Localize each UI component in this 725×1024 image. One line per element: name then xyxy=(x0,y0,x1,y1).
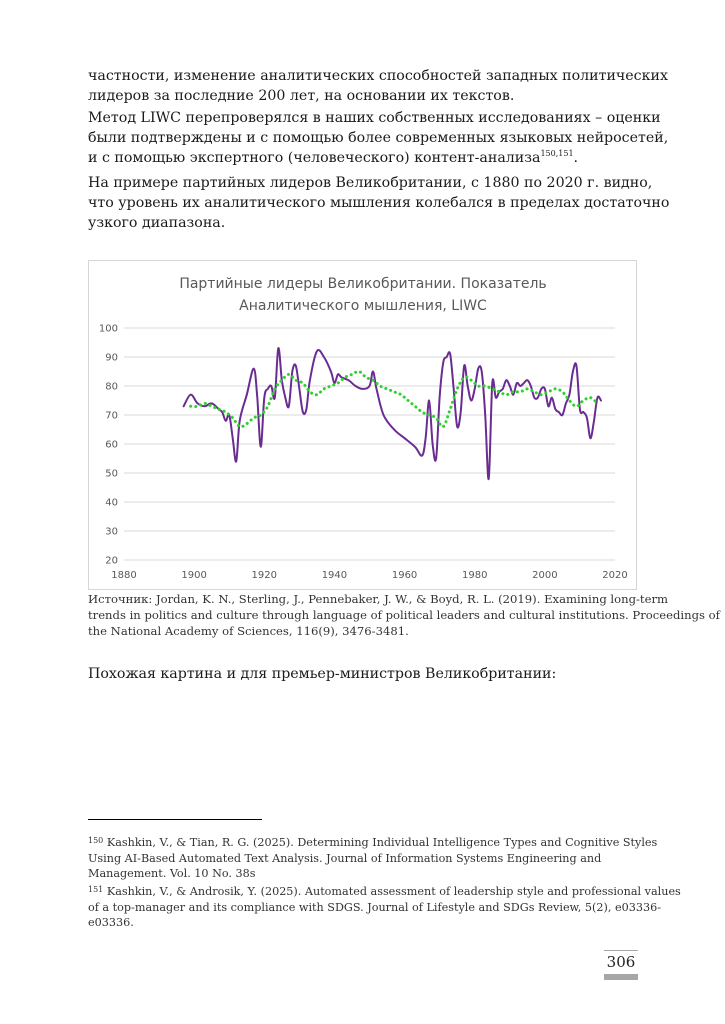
footnote-150 xyxy=(88,833,658,882)
pm-paragraph xyxy=(88,664,637,684)
footnote-line: of a top-manager and its compliance with SDGS. Journal of Lifestyle and SDGs Review, 5(2), e03336- xyxy=(88,900,661,914)
footnote-151 xyxy=(88,882,681,931)
intro-paragraph xyxy=(88,66,668,106)
y-tick-label: 30 xyxy=(105,526,118,538)
source-line: the National Academy of Sciences, 116(9), 3476-3481. xyxy=(88,624,409,638)
x-tick-label: 1960 xyxy=(391,570,418,581)
y-tick-label: 90 xyxy=(105,352,118,364)
x-axis-ticks xyxy=(111,570,627,581)
uk-line: На примере партийных лидеров Великобритании, с 1880 по 2020 г. видно, xyxy=(88,175,653,191)
footnote-separator xyxy=(88,819,262,820)
footnote-number: 151 xyxy=(88,885,104,894)
intro-line: частности, изменение аналитических способностей западных политических xyxy=(88,68,668,84)
x-tick-label: 1880 xyxy=(111,570,137,581)
footnote-line xyxy=(88,833,658,851)
uk-line: что уровень их аналитического мышления колебался в пределах достаточно xyxy=(88,195,670,211)
x-tick-label: 2000 xyxy=(532,570,558,581)
liwc-line: Метод LIWC перепроверялся в наших собственных исследованиях – оценки xyxy=(88,110,661,126)
page-number: 306 xyxy=(606,953,636,971)
x-tick-label: 1900 xyxy=(181,570,207,581)
x-tick-label: 1980 xyxy=(461,570,488,581)
liwc-line-last xyxy=(88,148,637,168)
footnote-number: 150 xyxy=(88,836,104,845)
y-tick-label: 60 xyxy=(105,439,118,451)
footnote-line: Management. Vol. 10 No. 38s xyxy=(88,867,256,880)
x-tick-label: 1920 xyxy=(251,570,278,581)
chart-source xyxy=(88,591,720,639)
chart-title-line-1: Партийные лидеры Великобритании. Показатель xyxy=(179,276,547,292)
footnote-line: Using AI-Based Automated Text Analysis. Journal of Information Systems Engineering and xyxy=(88,851,602,865)
chart-container xyxy=(88,260,637,590)
liwc-paragraph xyxy=(88,108,669,168)
page-number-bar xyxy=(604,974,638,980)
intro-line: лидеров за последние 200 лет, на основании их текстов. xyxy=(88,88,515,104)
x-tick-label: 1940 xyxy=(321,570,348,581)
source-line: trends in politics and culture through language of political leaders and cultural institutions. Proceedings of xyxy=(88,608,720,622)
y-axis-ticks xyxy=(99,324,118,567)
pm-line: Похожая картина и для премьер-министров Великобритании: xyxy=(88,666,557,682)
y-tick-label: 20 xyxy=(105,555,118,567)
line-chart xyxy=(89,261,638,591)
footnote-line: e03336. xyxy=(88,916,134,929)
series-line-leaders xyxy=(184,348,601,479)
liwc-line-text: и с помощью экспертного (человеческого) контент-анализа xyxy=(88,150,541,166)
liwc-line-end: . xyxy=(573,150,579,166)
y-tick-label: 100 xyxy=(98,323,118,335)
source-line: Источник: Jordan, K. N., Sterling, J., Pennebaker, J. W., & Boyd, R. L. (2019). Examining long-term xyxy=(88,592,668,606)
footnote-text: Kashkin, V., & Tian, R. G. (2025). Determining Individual Intelligence Types and Cognitive Styles xyxy=(106,836,658,849)
chart-title-line-2: Аналитического мышления, LIWC xyxy=(239,298,487,314)
y-tick-label: 80 xyxy=(105,381,118,393)
footnote-text: Kashkin, V., & Androsik, Y. (2025). Automated assessment of leadership style and professional values xyxy=(106,885,681,898)
y-tick-label: 40 xyxy=(105,497,118,509)
liwc-line: были подтверждены и с помощью более современных языковых нейросетей, xyxy=(88,130,669,146)
footnote-ref[interactable]: 150,151 xyxy=(540,149,574,158)
x-tick-label: 2020 xyxy=(602,570,628,581)
grid-lines xyxy=(124,328,615,560)
y-tick-label: 50 xyxy=(105,468,118,480)
series-layer xyxy=(184,348,601,479)
footnote-line xyxy=(88,882,681,900)
uk-line: узкого диапазона. xyxy=(88,215,226,231)
uk-paragraph xyxy=(88,173,670,233)
page-number-rule xyxy=(604,950,638,951)
y-tick-label: 70 xyxy=(105,410,118,422)
